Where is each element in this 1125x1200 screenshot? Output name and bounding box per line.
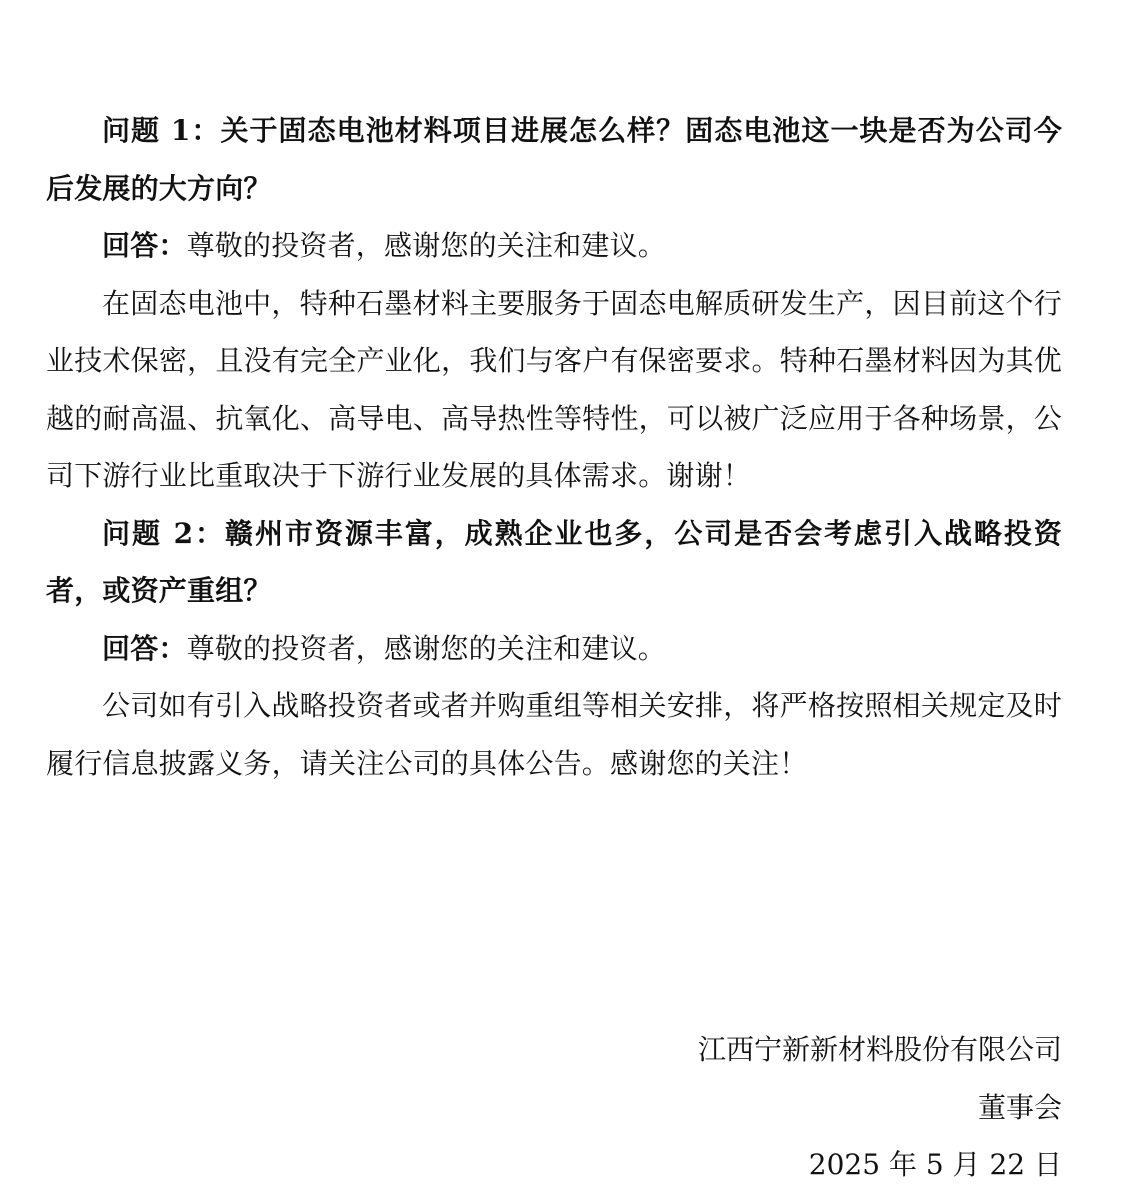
answer-1-intro-text: 尊敬的投资者，感谢您的关注和建议。 [186, 229, 667, 262]
question-1: 问题 1：关于固态电池材料项目进展怎么样？固态电池这一块是否为公司今后发展的大方向？ [46, 114, 1062, 205]
question-2: 问题 2：赣州市资源丰富，成熟企业也多，公司是否会考虑引入战略投资者，或资产重组？ [46, 516, 1062, 607]
answer-2-body: 公司如有引入战略投资者或者并购重组等相关安排，将严格按照相关规定及时履行信息披露义务，请关注公司的具体公告。感谢您的关注！ [46, 689, 1062, 780]
answer-2-intro-text: 尊敬的投资者，感谢您的关注和建议。 [186, 631, 667, 665]
signature-date: 2025 年 5 月 22 日 [808, 1148, 1062, 1181]
answer-1-intro [46, 217, 1062, 275]
answer-2-intro [46, 620, 1062, 678]
board-name: 董事会 [977, 1090, 1062, 1124]
document-body [46, 102, 1062, 792]
answer-1-label: 回答： [102, 229, 187, 262]
company-name: 江西宁新新材料股份有限公司 [697, 1033, 1062, 1066]
answer-1-body: 在固态电池中，特种石墨材料主要服务于固态电解质研发生产，因目前这个行业技术保密，且没有完全产业化，我们与客户有保密要求。特种石墨材料因为其优越的耐高温、抗氧化、高导电、高导热性等特性，可以被广泛应用于各种场景，公司下游行业比重取决于下游行业发展的具体需求。谢谢！ [46, 286, 1062, 492]
answer-2-label: 回答： [102, 631, 187, 665]
signature-block [698, 1021, 1062, 1194]
